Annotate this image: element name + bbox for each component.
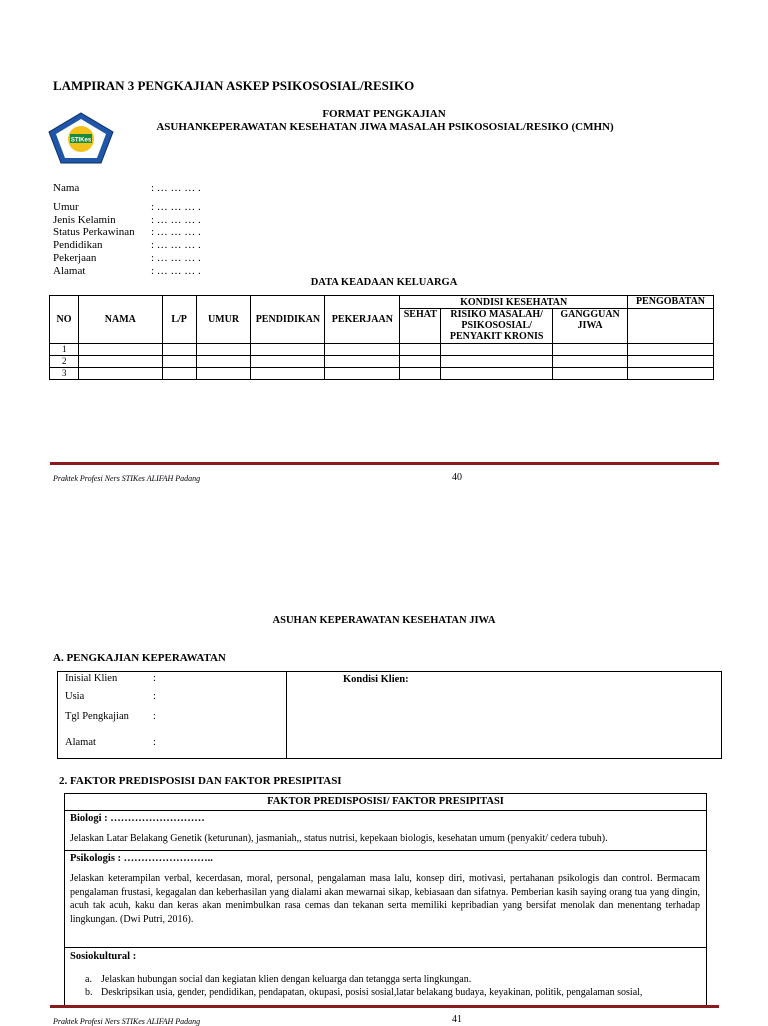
identity-label: Pendidikan <box>53 239 103 251</box>
format-title: FORMAT PENGKAJIAN <box>322 108 446 120</box>
identity-label: Pekerjaan <box>53 252 97 264</box>
col-header-pekerjaan: PEKERJAAN <box>325 296 400 344</box>
list-marker: b. <box>85 987 93 998</box>
identity-row-umur <box>53 201 201 213</box>
client-field-alamat <box>65 737 156 748</box>
footer-rule <box>50 462 719 465</box>
identity-row-status-perkawinan <box>53 226 201 238</box>
table-row <box>50 356 714 368</box>
col-header-pendidikan: PENDIDIKAN <box>251 296 325 344</box>
identity-value: : … … … . <box>151 226 201 238</box>
table-row <box>50 368 714 380</box>
family-table <box>49 295 714 380</box>
footer-institution: Praktek Profesi Ners STIKes ALIFAH Padang <box>53 474 201 483</box>
family-table-title: DATA KEADAAN KELUARGA <box>310 277 458 288</box>
col-header-risiko: RISIKO MASALAH/ PSIKOSOSIAL/ PENYAKIT KRONIS <box>441 309 553 344</box>
identity-row-alamat <box>53 265 201 277</box>
client-field-label: Inisial Klien <box>65 673 118 684</box>
identity-label: Nama <box>53 182 80 194</box>
identity-row-pendidikan <box>53 239 201 251</box>
client-field-sep: : <box>153 691 156 702</box>
list-item <box>85 987 642 998</box>
page2-title: ASUHAN KEPERAWATAN KESEHATAN JIWA <box>272 615 496 626</box>
logo-text: STIKes <box>70 137 92 144</box>
biologi-text: Jelaskan Latar Belakang Genetik (keturunan), jasmaniah,, status nutrisi, kepekaan biologis, kesehatan umum (penyakit/ cedera tubuh). <box>70 833 608 844</box>
col-header-no: NO <box>50 296 79 344</box>
identity-row-jenis-kelamin <box>53 214 201 226</box>
page-number: 40 <box>452 472 462 483</box>
table-cell-no: 3 <box>50 368 79 380</box>
col-header-nama: NAMA <box>78 296 162 344</box>
col-header-umur: UMUR <box>196 296 251 344</box>
box-divider <box>286 672 287 758</box>
client-info-box <box>57 671 722 759</box>
identity-label: Jenis Kelamin <box>53 214 116 226</box>
section-2-heading: 2. FAKTOR PREDISPOSISI DAN FAKTOR PRESIPITASI <box>59 775 342 787</box>
identity-value: : … … … . <box>151 252 201 264</box>
list-text: Jelaskan hubungan social dan kegiatan klien dengan keluarga dan tetangga serta lingkungan. <box>101 974 472 985</box>
identity-row-nama <box>53 182 201 194</box>
format-subtitle: ASUHANKEPERAWATAN KESEHATAN JIWA MASALAH PSIKOSOSIAL/RESIKO (CMHN) <box>156 121 614 133</box>
identity-value: : … … … . <box>151 201 201 213</box>
col-header-gangguan: GANGGUAN JIWA <box>553 309 628 344</box>
footer-institution: Praktek Profesi Ners STIKes ALIFAH Padang <box>53 1017 201 1026</box>
identity-value: : … … … . <box>151 182 201 194</box>
client-field-label: Usia <box>65 691 85 702</box>
client-field-label: Tgl Pengkajian <box>65 711 129 722</box>
identity-label: Status Perkawinan <box>53 226 135 238</box>
list-item <box>85 974 471 985</box>
box-line <box>65 850 706 851</box>
sosiokultural-label: Sosiokultural : <box>70 951 137 962</box>
identity-value: : … … … . <box>151 214 201 226</box>
client-field-sep: : <box>153 711 156 722</box>
box-line <box>65 810 706 811</box>
client-field-sep: : <box>153 673 156 684</box>
footer-rule <box>50 1005 719 1008</box>
client-field-sep: : <box>153 737 156 748</box>
identity-row-pekerjaan <box>53 252 201 264</box>
list-text: Deskripsikan usia, gender, pendidikan, pendapatan, okupasi, posisi sosial,latar belakang budaya, keyakinan, politik, pengalaman sosial, <box>101 987 643 998</box>
kondisi-klien-label: Kondisi Klien: <box>343 674 409 685</box>
identity-label: Umur <box>53 201 79 213</box>
list-marker: a. <box>85 974 92 985</box>
factor-box <box>64 793 707 1006</box>
box-line <box>65 947 706 948</box>
col-header-kondisi: KONDISI KESEHATAN <box>400 296 628 309</box>
col-header-pengobatan-empty <box>628 309 714 344</box>
table-cell-no: 1 <box>50 344 79 356</box>
client-field-tgl <box>65 711 156 722</box>
table-cell-no: 2 <box>50 356 79 368</box>
psikologis-text: Jelaskan keterampilan verbal, kecerdasan, moral, personal, pengalaman masa lalu, konsep diri, motivasi, pertahanan psikologis dan control. Bermacam pengalaman frustasi, kegagalan dan keberhasilan yang dialami akan mewarnai sikap, kebiasaan dan sifatnya. Pemberian kasih saying orang tua yang dingin, acuh tak acuh, kaku dan keras akan menimbulkan rasa cemas dan tekanan serta memiliki kepribadian yang bersifat menolak dan menentang terhadap lingkungan. (Dwi Putri, 2016). <box>70 873 700 925</box>
psikologis-label: Psikologis : …………………….. <box>70 853 213 864</box>
identity-value: : … … … . <box>151 239 201 251</box>
client-field-inisial <box>65 673 156 684</box>
factor-box-title: FAKTOR PREDISPOSISI/ FAKTOR PRESIPITASI <box>267 796 504 807</box>
col-header-lp: L/P <box>162 296 196 344</box>
page-number: 41 <box>452 1014 462 1025</box>
table-row <box>50 344 714 356</box>
identity-value: : … … … . <box>151 265 201 277</box>
section-a-heading: A. PENGKAJIAN KEPERAWATAN <box>53 652 226 664</box>
client-field-label: Alamat <box>65 737 96 748</box>
client-field-usia <box>65 691 156 702</box>
col-header-sehat: SEHAT <box>400 309 441 344</box>
identity-label: Alamat <box>53 265 86 277</box>
lampiran-title: LAMPIRAN 3 PENGKAJIAN ASKEP PSIKOSOSIAL/RESIKO <box>53 78 415 93</box>
col-header-pengobatan: PENGOBATAN <box>628 296 714 309</box>
biologi-label: Biologi : ……………………… <box>70 813 205 824</box>
